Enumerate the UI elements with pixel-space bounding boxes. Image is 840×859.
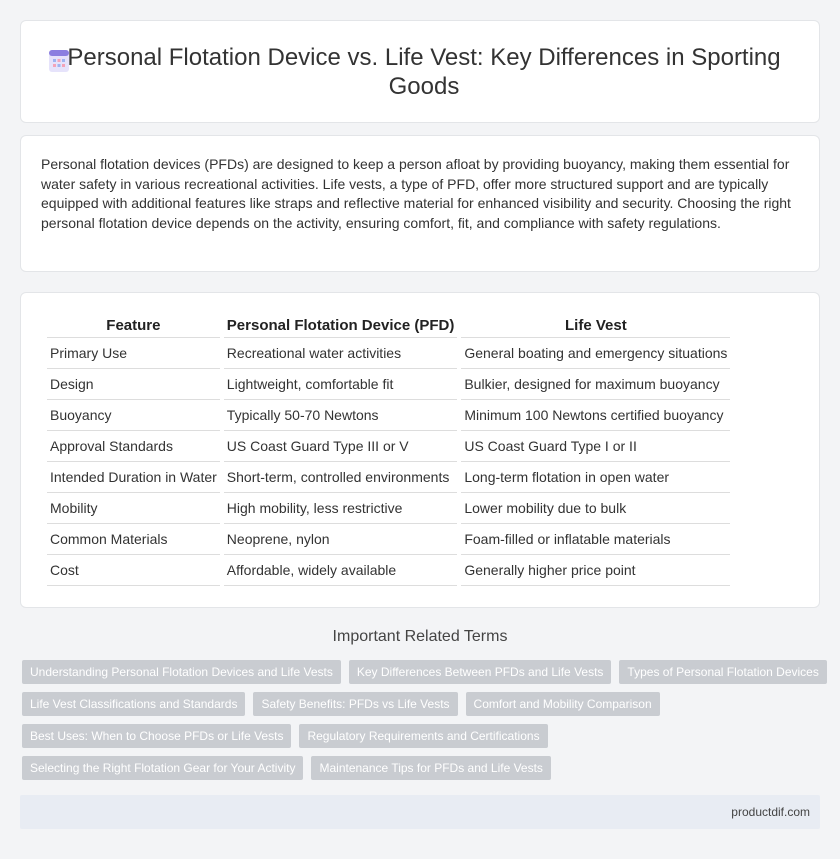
related-term-tag[interactable]: Safety Benefits: PFDs vs Life Vests <box>253 692 457 716</box>
table-cell-life-vest: Minimum 100 Newtons certified buoyancy <box>461 400 730 431</box>
related-terms-list <box>22 660 822 788</box>
tag-row <box>22 692 822 716</box>
comparison-table <box>43 314 734 586</box>
column-header-feature: Feature <box>47 314 220 338</box>
table-cell-feature: Common Materials <box>47 524 220 555</box>
table-cell-life-vest: Long-term flotation in open water <box>461 462 730 493</box>
table-row <box>47 555 730 586</box>
table-cell-pfd: Short-term, controlled environments <box>224 462 458 493</box>
table-cell-feature: Design <box>47 369 220 400</box>
table-cell-pfd: Affordable, widely available <box>224 555 458 586</box>
related-term-tag[interactable]: Best Uses: When to Choose PFDs or Life Vests <box>22 724 291 748</box>
table-cell-pfd: Recreational water activities <box>224 338 458 369</box>
related-terms-heading: Important Related Terms <box>332 628 508 645</box>
table-cell-pfd: Lightweight, comfortable fit <box>224 369 458 400</box>
table-cell-pfd: Neoprene, nylon <box>224 524 458 555</box>
related-term-tag[interactable]: Comfort and Mobility Comparison <box>466 692 660 716</box>
intro-text: Personal flotation devices (PFDs) are designed to keep a person afloat by providing buoyancy, making them essential for water safety in various recreational activities. Life vests, a type of PFD, offer more structured support and are typically equipped with additional features like straps and reflective material for enhanced visibility and security. Choosing the right personal flotation device depends on the activity, ensuring comfort, fit, and compliance with safety regulations. <box>41 156 791 231</box>
table-cell-feature: Primary Use <box>47 338 220 369</box>
tag-row <box>22 724 822 748</box>
related-term-tag[interactable]: Life Vest Classifications and Standards <box>22 692 245 716</box>
table-cell-feature: Cost <box>47 555 220 586</box>
comparison-table-card <box>20 292 820 608</box>
footer <box>20 795 820 829</box>
table-row <box>47 431 730 462</box>
footer-site-link[interactable]: productdif.com <box>731 805 810 819</box>
table-row <box>47 338 730 369</box>
table-cell-feature: Approval Standards <box>47 431 220 462</box>
table-row <box>47 400 730 431</box>
table-cell-pfd: High mobility, less restrictive <box>224 493 458 524</box>
table-header-row <box>47 314 730 338</box>
table-cell-feature: Buoyancy <box>47 400 220 431</box>
related-term-tag[interactable]: Selecting the Right Flotation Gear for Your Activity <box>22 756 303 780</box>
table-cell-life-vest: Bulkier, designed for maximum buoyancy <box>461 369 730 400</box>
column-header-pfd: Personal Flotation Device (PFD) <box>224 314 458 338</box>
tag-row <box>22 756 822 780</box>
related-term-tag[interactable]: Regulatory Requirements and Certifications <box>299 724 547 748</box>
table-row <box>47 462 730 493</box>
table-cell-feature: Mobility <box>47 493 220 524</box>
table-cell-life-vest: US Coast Guard Type I or II <box>461 431 730 462</box>
table-cell-life-vest: Lower mobility due to bulk <box>461 493 730 524</box>
table-cell-pfd: Typically 50-70 Newtons <box>224 400 458 431</box>
table-cell-pfd: US Coast Guard Type III or V <box>224 431 458 462</box>
table-cell-life-vest: Foam-filled or inflatable materials <box>461 524 730 555</box>
related-term-tag[interactable]: Understanding Personal Flotation Devices and Life Vests <box>22 660 341 684</box>
related-term-tag[interactable]: Maintenance Tips for PFDs and Life Vests <box>311 756 550 780</box>
table-row <box>47 493 730 524</box>
related-term-tag[interactable]: Types of Personal Flotation Devices <box>619 660 826 684</box>
table-cell-feature: Intended Duration in Water <box>47 462 220 493</box>
table-cell-life-vest: Generally higher price point <box>461 555 730 586</box>
tag-row <box>22 660 822 684</box>
table-cell-life-vest: General boating and emergency situations <box>461 338 730 369</box>
intro-card <box>20 135 820 272</box>
page-title: Personal Flotation Device vs. Life Vest: Key Differences in Sporting Goods <box>67 44 781 100</box>
table-row <box>47 369 730 400</box>
header-card <box>20 20 820 123</box>
column-header-life-vest: Life Vest <box>461 314 730 338</box>
table-row <box>47 524 730 555</box>
related-term-tag[interactable]: Key Differences Between PFDs and Life Vests <box>349 660 612 684</box>
